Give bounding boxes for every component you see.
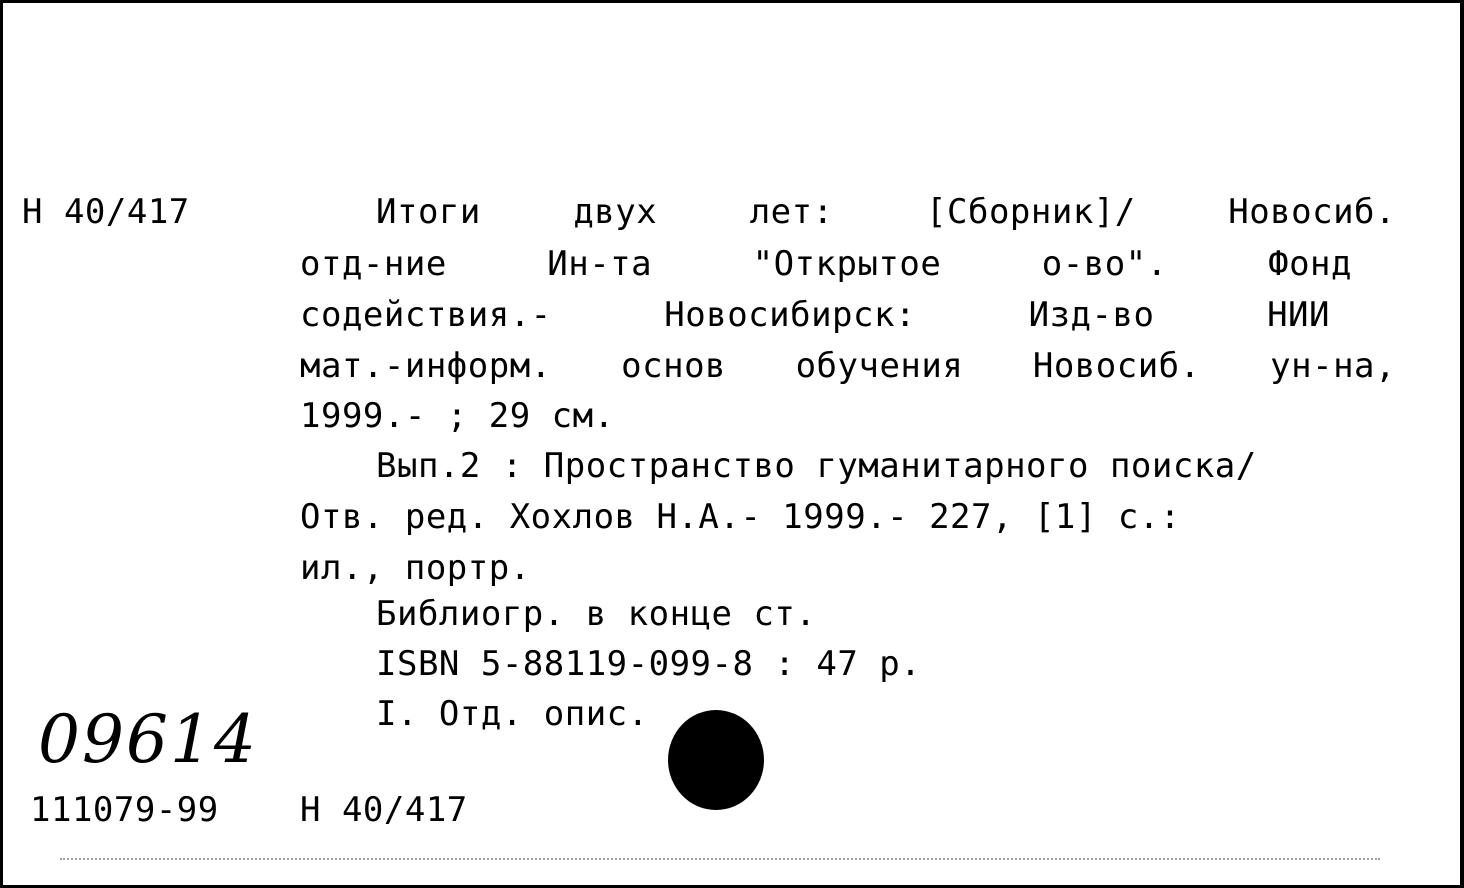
entry-line-3 xyxy=(300,295,1330,335)
scan-noise-line xyxy=(60,858,1380,864)
isbn-line: ISBN 5-88119-099-8 : 47 р. xyxy=(376,644,922,684)
entry-word: обучения xyxy=(795,346,964,386)
card-right-edge xyxy=(1460,0,1464,888)
card-left-edge xyxy=(0,0,3,888)
card-top-edge xyxy=(0,0,1464,3)
issue-line-3: ил., портр. xyxy=(300,548,531,588)
entry-line-5: 1999.- ; 29 см. xyxy=(300,396,615,436)
call-number-top: Н 40/417 xyxy=(22,192,190,232)
inventory-number: 111079-99 xyxy=(30,790,219,830)
entry-line-2 xyxy=(300,244,1352,284)
entry-word: [Сборник]/ xyxy=(926,192,1136,232)
entry-word: Итоги xyxy=(376,192,481,232)
ink-blot xyxy=(668,710,764,810)
entry-word: о-во". xyxy=(1041,244,1168,284)
entry-word: Новосиб. xyxy=(1032,346,1201,386)
bibliography-note: Библиогр. в конце ст. xyxy=(376,594,817,634)
entry-word: лет: xyxy=(749,192,834,232)
entry-word: Фонд xyxy=(1268,244,1352,284)
tracing-line: I. Отд. опис. xyxy=(376,694,649,734)
entry-word: ун-на, xyxy=(1270,346,1396,386)
entry-word: отд-ние xyxy=(300,244,447,284)
issue-line-1: Вып.2 : Пространство гуманитарного поиска/ xyxy=(376,446,1257,486)
entry-word: Ин-та xyxy=(547,244,653,284)
entry-line-4 xyxy=(300,346,1396,386)
call-number-bottom: Н 40/417 xyxy=(300,790,468,830)
entry-word: мат.-информ. xyxy=(300,346,552,386)
entry-word: содействия.- xyxy=(300,295,552,335)
issue-line-2: Отв. ред. Хохлов Н.А.- 1999.- 227, [1] с.: xyxy=(300,497,1181,537)
entry-word: Новосибирск: xyxy=(664,295,916,335)
entry-word: "Открытое xyxy=(752,244,942,284)
entry-word: основ xyxy=(621,346,727,386)
entry-word: Новосиб. xyxy=(1228,192,1396,232)
entry-word: двух xyxy=(573,192,658,232)
entry-word: Изд-во xyxy=(1028,295,1155,335)
entry-word: НИИ xyxy=(1267,295,1330,335)
handwritten-number: 09614 xyxy=(38,701,258,778)
entry-line-1 xyxy=(376,192,1396,232)
